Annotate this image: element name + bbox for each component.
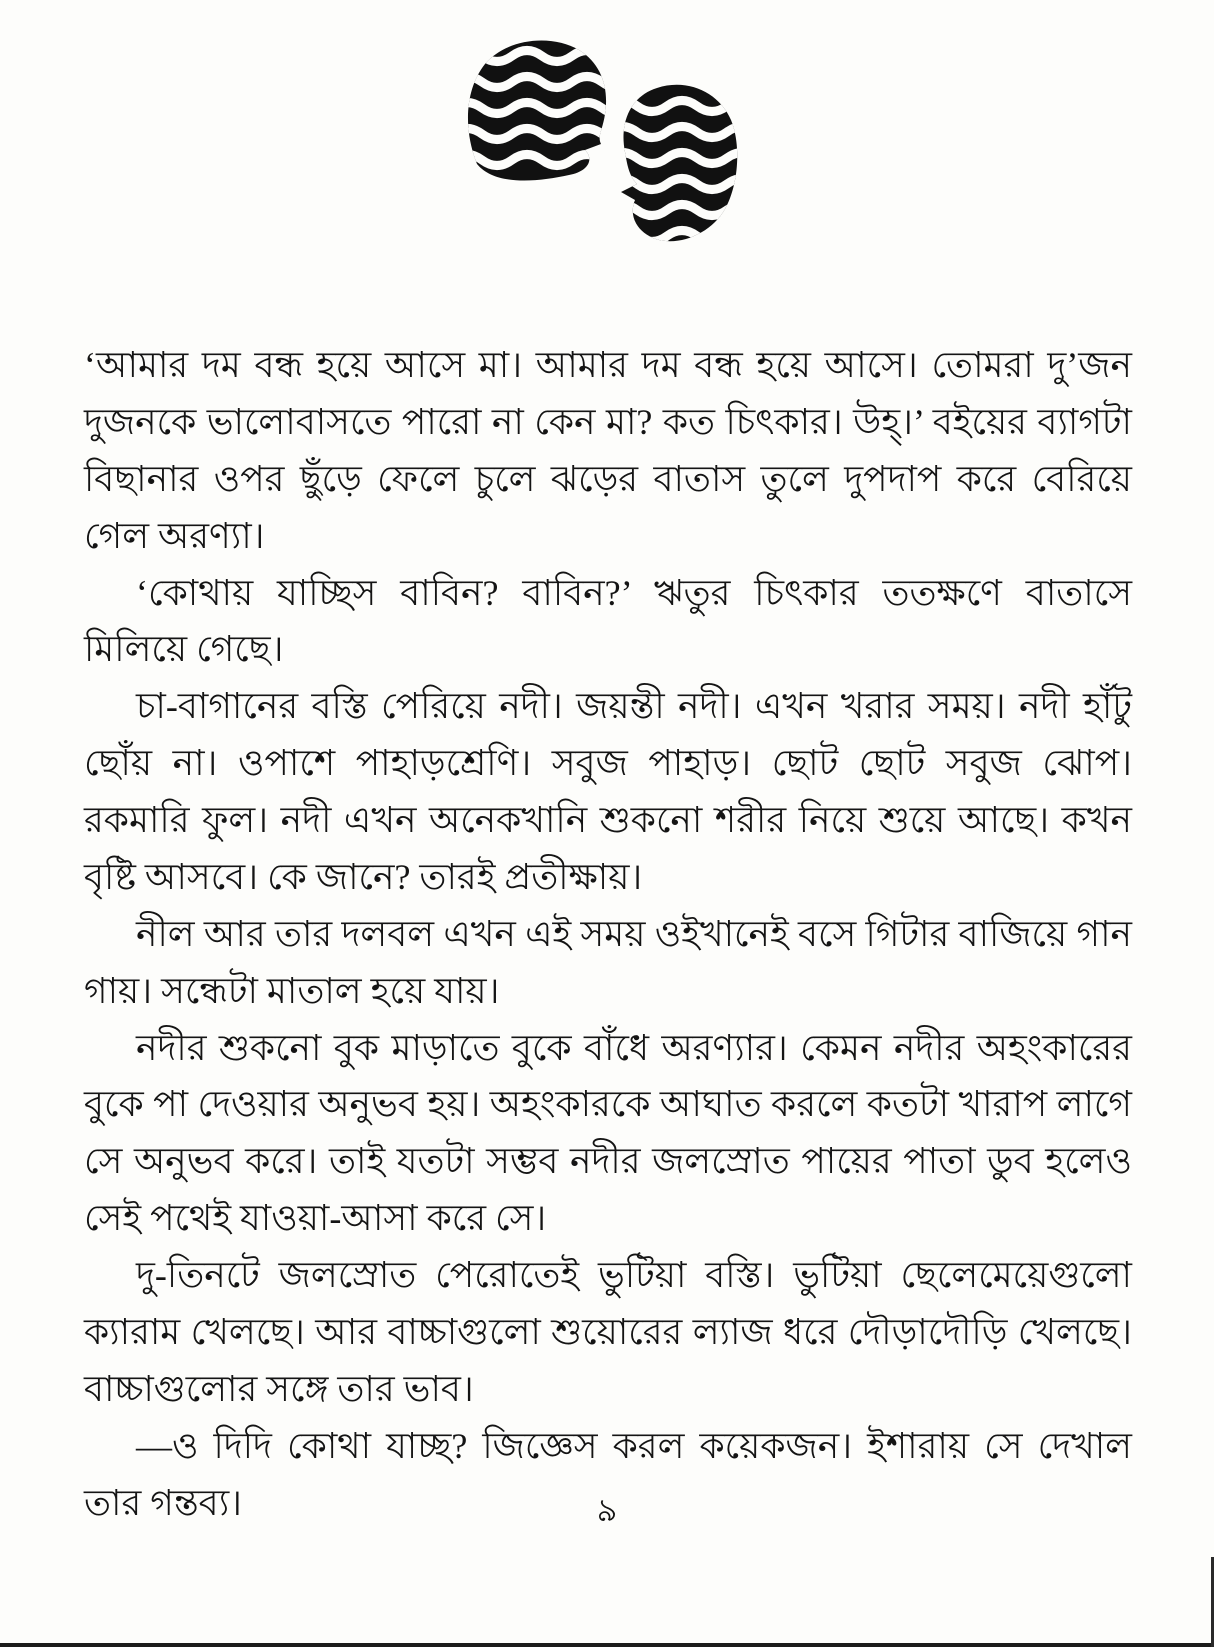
paragraph: নদীর শুকনো বুক মাড়াতে বুকে বাঁধে অরণ্যার। কেমন নদীর অহংকারের বুকে পা দেওয়ার অনুভব হয়। অহংকারকে আঘাত করলে কতটা খারাপ লাগে সে অনুভব করে। তাই যতটা সম্ভব নদীর জলস্রোত পায়ের পাতা ডুব হলেও সেই পথেই যাওয়া-আসা করে সে।	[84, 1027, 1132, 1239]
scan-bottom-edge	[0, 1643, 1214, 1647]
paragraph: দু-তিনটে জলস্রোত পেরোতেই ভুটিয়া বস্তি। ভুটিয়া ছেলেমেয়েগুলো ক্যারাম খেলছে। আর বাচ্চাগুলো শুয়োরের ল্যাজ ধরে দৌড়াদৌড়ি খেলছে। বাচ্চাগুলোর সঙ্গে তার ভাব।	[84, 1255, 1132, 1409]
paragraph: চা-বাগানের বস্তি পেরিয়ে নদী। জয়ন্তী নদী। এখন খরার সময়। নদী হাঁটু ছোঁয় না। ওপাশে পাহাড়শ্রেণি। সবুজ পাহাড়। ছোট ছোট সবুজ ঝোপ। রকমারি ফুল। নদী এখন অনেকখানি শুকনো শরীর নিয়ে শুয়ে আছে। কখন বৃষ্টি আসবে। কে জানে? তারই প্রতীক্ষায়।	[84, 686, 1132, 897]
body-text	[0, 337, 1214, 1531]
paragraph: —ও দিদি কোথা যাচ্ছ? জিজ্ঞেস করল কয়েকজন। ইশারায় সে দেখাল তার গন্তব্য।	[84, 1425, 1132, 1523]
paragraph: ‘কোথায় যাচ্ছিস বাবিন? বাবিন?’ ঋতুর চিৎকার ততক্ষণে বাতাসে মিলিয়ে গেছে।	[84, 572, 1132, 670]
page-number: ৯	[596, 1492, 618, 1528]
paragraph: ‘আমার দম বন্ধ হয়ে আসে মা। আমার দম বন্ধ হয়ে আসে। তোমরা দু’জন দুজনকে ভালোবাসতে পারো না কেন মা? কত চিৎকার। উহ্।’ বইয়ের ব্যাগটা বিছানার ওপর ছুঁড়ে ফেলে চুলে ঝড়ের বাতাস তুলে দুপদাপ করে বেরিয়ে গেল অরণ্যা।	[84, 345, 1132, 556]
chapter-illustration	[0, 0, 1214, 259]
two-striped-heads-icon	[457, 34, 757, 259]
paragraph: নীল আর তার দলবল এখন এই সময় ওইখানেই বসে গিটার বাজিয়ে গান গায়। সন্ধেটা মাতাল হয়ে যায়।	[84, 913, 1132, 1011]
